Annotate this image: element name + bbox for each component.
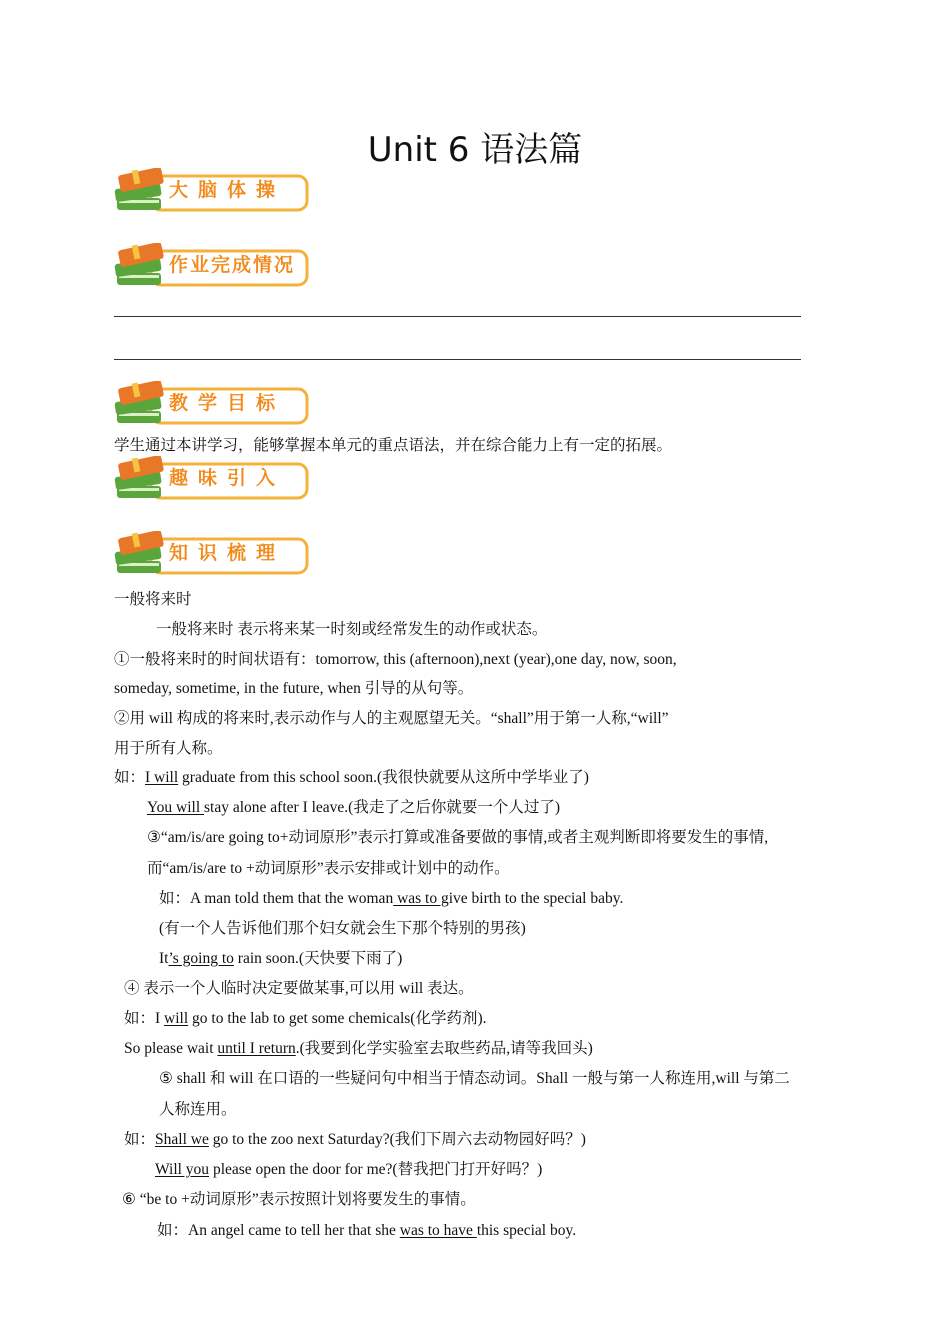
text-line: (有一个人告诉他们那个妇女就会生下那个特别的男孩) [159, 920, 526, 937]
answer-line [114, 316, 801, 317]
underlined-phrase: will [164, 1010, 189, 1027]
example-line: 如：I will graduate from this school soon.(我很快就要从这所中学毕业了) [114, 769, 589, 786]
text-line: ⑤ shall 和 will 在口语的一些疑问句中相当于情态动词。Shall 一般与第一人称连用,will 与第二 [159, 1070, 790, 1087]
banner-brain-exercise: 大脑体操 [113, 168, 313, 220]
text-line: 人称连用。 [159, 1101, 237, 1118]
text-line: 一般将来时 表示将来某一时刻或经常发生的动作或状态。 [156, 621, 548, 638]
text-line: ①一般将来时的时间状语有：tomorrow, this (afternoon),next (year),one day, now, soon, [114, 651, 677, 668]
underlined-phrase: until I return [217, 1040, 296, 1057]
underlined-phrase: You will [147, 799, 205, 816]
banner-fun-intro: 趣味引入 [113, 456, 313, 508]
goal-text: 学生通过本讲学习，能够掌握本单元的重点语法，并在综合能力上有一定的拓展。 [114, 437, 673, 454]
section-title: 一般将来时 [114, 591, 192, 608]
example-line: 如：An angel came to tell her that she was to have this special boy. [157, 1222, 577, 1239]
underlined-phrase: ’s going to [168, 950, 234, 967]
example-line: So please wait until I return.(我要到化学实验室去取些药品,请等我回头) [124, 1040, 593, 1057]
text-line: 用于所有人称。 [114, 740, 223, 757]
example-line: 如：A man told them that the woman was to give birth to the special baby. [159, 890, 624, 907]
banner-knowledge: 知识梳理 [113, 531, 313, 583]
text-line: ⑥ “be to +动词原形”表示按照计划将要发生的事情。 [122, 1191, 476, 1208]
text-line: someday, sometime, in the future, when 引导的从句等。 [114, 680, 474, 697]
page-title: Unit 6 语法篇 [367, 130, 583, 170]
example-line: 如：Shall we go to the zoo next Saturday?(我们下周六去动物园好吗？) [124, 1131, 586, 1148]
underlined-phrase: was to g [393, 890, 449, 907]
text-line: ④ 表示一个人临时决定要做某事,可以用 will 表达。 [124, 980, 474, 997]
answer-line [114, 359, 801, 360]
banner-teaching-goal: 教学目标 [113, 381, 313, 433]
text-line: ③“am/is/are going to+动词原形”表示打算或准备要做的事情,或者主观判断即将要发生的事情, [147, 829, 769, 846]
underlined-phrase: was to have [399, 1222, 477, 1239]
example-line: You will stay alone after I leave.(我走了之后你就要一个人过了) [147, 799, 560, 816]
example-line: It’s going to rain soon.(天快要下雨了) [159, 950, 403, 967]
banner-homework: 作业完成情况 [113, 243, 313, 295]
underlined-phrase: Shall we [155, 1131, 209, 1148]
underlined-phrase: Will you [155, 1161, 210, 1178]
text-line: ②用 will 构成的将来时,表示动作与人的主观愿望无关。“shall”用于第一人称,“will” [114, 710, 669, 727]
underlined-phrase: I will [145, 769, 179, 786]
example-line: 如：I will go to the lab to get some chemicals(化学药剂). [124, 1010, 487, 1027]
text-line: 而“am/is/are to +动词原形”表示安排或计划中的动作。 [147, 860, 510, 877]
example-line: Will you please open the door for me?(替我把门打开好吗？) [155, 1161, 543, 1178]
